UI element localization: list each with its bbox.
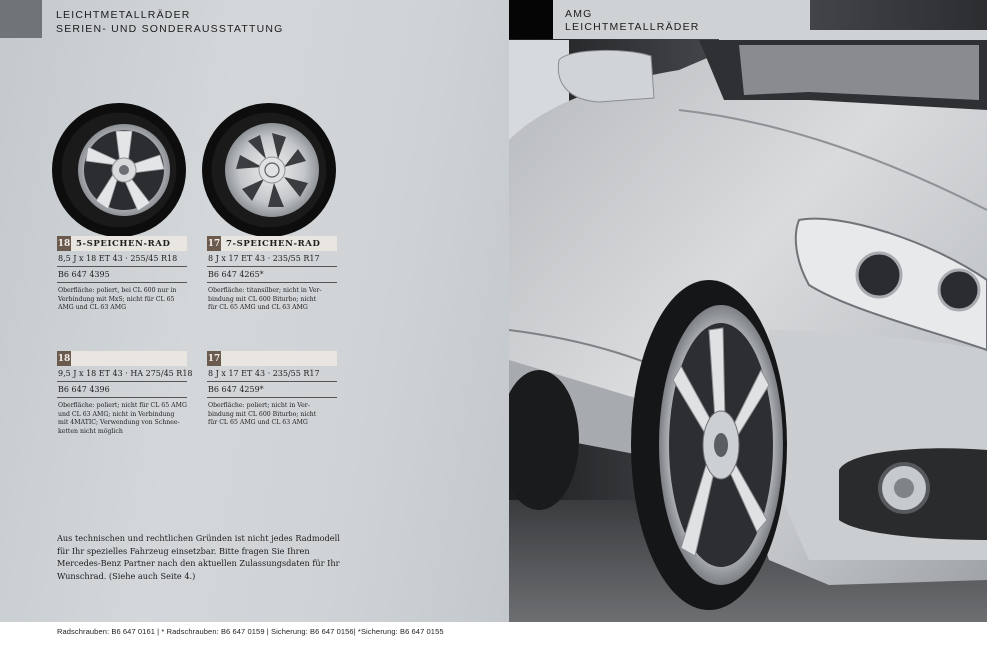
size-badge: 17: [207, 351, 221, 366]
footer: [0, 622, 987, 662]
wheel-spec-2: [207, 236, 337, 313]
wheel-description: [207, 287, 337, 313]
wheel-dimensions: 8 J x 17 ET 43 · 235/55 R17: [207, 251, 337, 267]
disclaimer-line: Mercedes-Benz Partner nach den aktuellen Zulassungsdaten für Ihr: [57, 558, 340, 569]
part-number: B6 647 4396: [57, 382, 187, 398]
size-badge: 17: [207, 236, 221, 251]
wheel-spec-1: [57, 236, 187, 313]
disclaimer-text: [57, 532, 347, 582]
wheel-image-5-spoke: [52, 103, 186, 237]
part-number: B6 647 4259*: [207, 382, 337, 398]
wheel-name: 5-SPEICHEN-RAD: [76, 238, 171, 249]
description-line: Oberfläche: poliert; nicht in Ver-: [208, 402, 310, 409]
disclaimer-line: für Ihr spezielles Fahrzeug einsetzbar. Bitte fragen Sie Ihren: [57, 545, 310, 556]
wheel-dimensions: 9,5 J x 18 ET 43 · HA 275/45 R18: [57, 366, 187, 382]
car-photo: [509, 0, 987, 622]
amg-header-block: [509, 0, 553, 39]
description-line: AMG und CL 63 AMG: [58, 304, 127, 311]
part-number: B6 647 4395: [57, 267, 187, 283]
amg-section-heading: [553, 0, 810, 39]
spec-title-bar: [207, 236, 337, 251]
section-heading: [56, 8, 284, 36]
spec-title-bar: [57, 236, 187, 251]
description-line: Oberfläche: poliert; nicht für CL 65 AMG: [58, 402, 187, 409]
spec-title-bar: [207, 351, 337, 366]
disclaimer-line: Aus technischen und rechtlichen Gründen ist nicht jedes Radmodell: [57, 533, 340, 543]
size-badge: 18: [57, 351, 71, 366]
wheel-dimensions: 8 J x 17 ET 43 · 235/55 R17: [207, 366, 337, 382]
wheel-image-7-spoke: [202, 103, 336, 237]
description-line: Oberfläche: titansilber; nicht in Ver-: [208, 287, 322, 294]
wheel-spec-3: [57, 351, 193, 436]
wheel-spec-4: [207, 351, 337, 428]
footer-part-numbers: Radschrauben: B6 647 0161 | * Radschrauben: B6 647 0159 | Sicherung: B6 647 0156| *Sicherung: B6 647 0155: [57, 627, 444, 636]
amg-heading-line1: AMG: [565, 8, 593, 20]
part-number: B6 647 4265*: [207, 267, 337, 283]
description-line: bindung mit CL 600 Biturbo; nicht: [208, 295, 317, 303]
section-heading-line1: LEICHTMETALLRÄDER: [56, 9, 191, 21]
amg-heading-line2: LEICHTMETALLRÄDER: [565, 21, 700, 33]
description-line: und CL 63 AMG; nicht in Verbindung: [58, 410, 175, 418]
description-line: Verbindung mit MxS; nicht für CL 65: [58, 295, 175, 303]
description-line: für CL 65 AMG und CL 63 AMG: [208, 419, 308, 426]
wheel-name: 7-SPEICHEN-RAD: [226, 238, 321, 249]
description-line: mit 4MATIC; Verwendung von Schnee-: [58, 419, 180, 426]
wheel-description: [207, 402, 337, 428]
section-heading-line2: SERIEN- UND SONDERAUSSTATTUNG: [56, 23, 284, 35]
disclaimer-line: Wunschrad. (Siehe auch Seite 4.): [57, 570, 196, 581]
left-page: [0, 0, 509, 622]
wheel-description: [57, 287, 187, 313]
wheel-dimensions: 8,5 J x 18 ET 43 · 255/45 R18: [57, 251, 187, 267]
description-line: ketten nicht möglich: [58, 427, 123, 435]
description-line: für CL 65 AMG und CL 63 AMG: [208, 304, 308, 311]
description-line: bindung mit CL 600 Biturbo; nicht: [208, 410, 317, 418]
description-line: Oberfläche: poliert, bei CL 600 nur in: [58, 287, 177, 294]
wheel-description: [57, 402, 187, 436]
size-badge: 18: [57, 236, 71, 251]
spec-title-bar: [57, 351, 187, 366]
header-color-block: [0, 0, 42, 38]
